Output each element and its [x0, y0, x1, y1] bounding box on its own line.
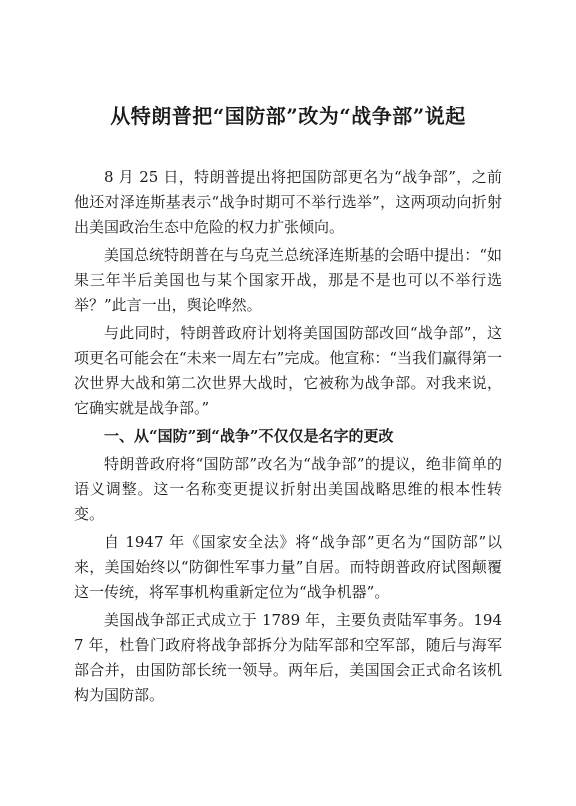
section-heading: 一、从“国防”到“战争”不仅仅是名字的更改 — [104, 427, 394, 445]
paragraph: 自 1947 年《国家安全法》将“战争部”更名为“国防部”以来，美国始终以“防御性军事力量”自居。而特朗普政府试图颠覆这一传统，将军事机构重新定位为“战争机器”。 — [74, 533, 502, 601]
paragraph: 与此同时，特朗普政府计划将美国国防部改回“战争部”，这项更名可能会在“未来一周左右”完成。他宣称：“当我们赢得第一次世界大战和第二次世界大战时，它被称为战争部。对我来说，它确实就是战争部。” — [74, 324, 503, 417]
paragraph: 美国总统特朗普在与乌克兰总统泽连斯基的会晤中提出：“如果三年半后美国也与某个国家开战，那是不是也可以不举行选举？”此言一出，舆论哗然。 — [74, 246, 502, 314]
paragraph: 美国战争部正式成立于 1789 年，主要负责陆军事务。1947 年，杜鲁门政府将战争部拆分为陆军部和空军部，随后与海军部合并，由国防部长统一领导。两年后，美国国会正式命名该机构为国防部。 — [74, 611, 502, 704]
document-body — [74, 165, 502, 711]
document-title: 从特朗普把“国防部”改为“战争部”说起 — [110, 104, 466, 128]
paragraph: 特朗普政府将“国防部”改名为“战争部”的提议，绝非简单的语义调整。这一名称变更提议折射出美国战略思维的根本性转变。 — [74, 455, 502, 523]
paragraph: 8 月 25 日，特朗普提出将把国防部更名为“战争部”，之前他还对泽连斯基表示“战争时期可不举行选举”，这两项动向折射出美国政治生态中危险的权力扩张倾向。 — [74, 168, 502, 236]
